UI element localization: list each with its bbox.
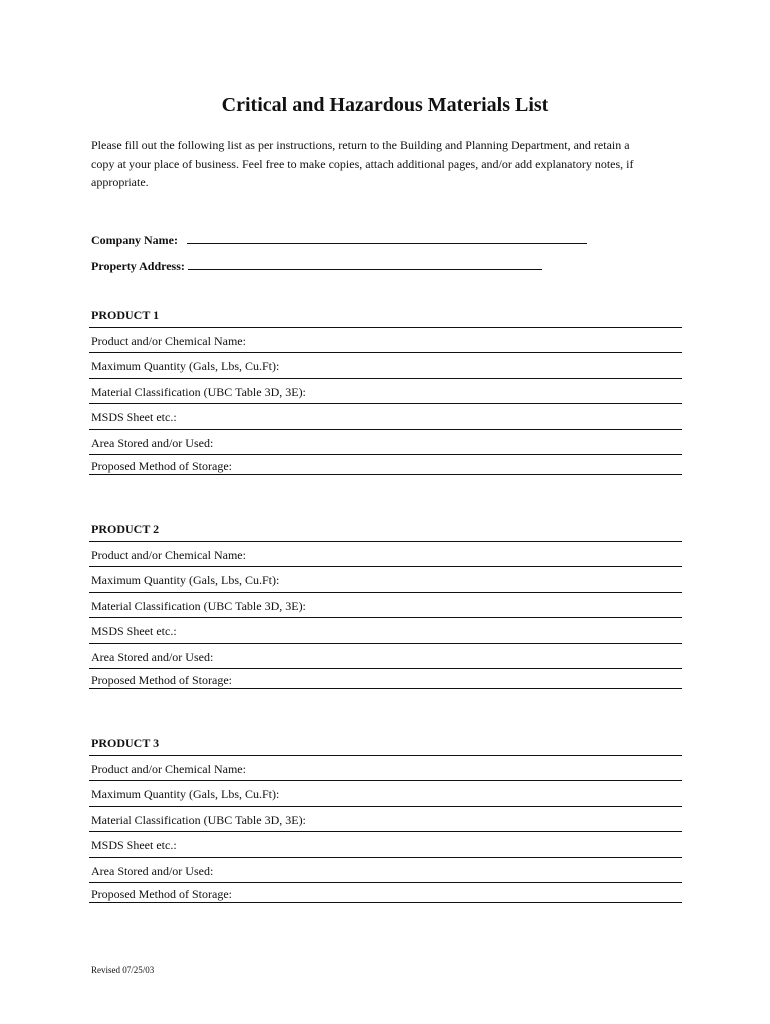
product-field-row[interactable]: Maximum Quantity (Gals, Lbs, Cu.Ft): — [89, 781, 682, 806]
revision-footer: Revised 07/25/03 — [91, 965, 155, 975]
product-field-row[interactable]: MSDS Sheet etc.: — [89, 404, 682, 429]
product-heading: PRODUCT 1 — [89, 307, 682, 328]
product-section — [89, 521, 682, 689]
product-heading: PRODUCT 2 — [89, 521, 682, 542]
company-name-field — [91, 230, 587, 248]
product-field-row[interactable]: Material Classification (UBC Table 3D, 3E): — [89, 379, 682, 404]
product-section — [89, 307, 682, 475]
product-field-row[interactable]: Proposed Method of Storage: — [89, 883, 682, 903]
product-field-row[interactable]: Material Classification (UBC Table 3D, 3E): — [89, 807, 682, 832]
intro-line: appropriate. — [91, 175, 149, 189]
product-field-row[interactable]: Maximum Quantity (Gals, Lbs, Cu.Ft): — [89, 353, 682, 378]
product-section — [89, 735, 682, 903]
product-heading: PRODUCT 3 — [89, 735, 682, 756]
product-field-row[interactable]: Proposed Method of Storage: — [89, 669, 682, 689]
company-name-input[interactable] — [187, 230, 587, 244]
product-field-row[interactable]: Area Stored and/or Used: — [89, 430, 682, 455]
product-field-row[interactable]: Area Stored and/or Used: — [89, 858, 682, 883]
product-field-row[interactable]: Product and/or Chemical Name: — [89, 756, 682, 781]
product-field-row[interactable]: Proposed Method of Storage: — [89, 455, 682, 475]
product-field-row[interactable]: Product and/or Chemical Name: — [89, 328, 682, 353]
intro-paragraph — [91, 136, 691, 192]
product-field-row[interactable]: Area Stored and/or Used: — [89, 644, 682, 669]
intro-line: Please fill out the following list as per instructions, return to the Building and Planning Department, and retain a — [91, 138, 630, 152]
product-field-row[interactable]: Material Classification (UBC Table 3D, 3E): — [89, 593, 682, 618]
page-title: Critical and Hazardous Materials List — [221, 94, 549, 116]
property-address-field — [91, 256, 542, 274]
product-field-row[interactable]: Product and/or Chemical Name: — [89, 542, 682, 567]
product-field-row[interactable]: MSDS Sheet etc.: — [89, 832, 682, 857]
property-address-input[interactable] — [188, 256, 542, 270]
intro-line: copy at your place of business. Feel free to make copies, attach additional pages, and/or add explanatory notes, if — [91, 156, 634, 171]
company-name-label: Company Name: — [91, 233, 178, 247]
property-address-label: Property Address: — [91, 259, 185, 273]
product-field-row[interactable]: MSDS Sheet etc.: — [89, 618, 682, 643]
product-field-row[interactable]: Maximum Quantity (Gals, Lbs, Cu.Ft): — [89, 567, 682, 592]
